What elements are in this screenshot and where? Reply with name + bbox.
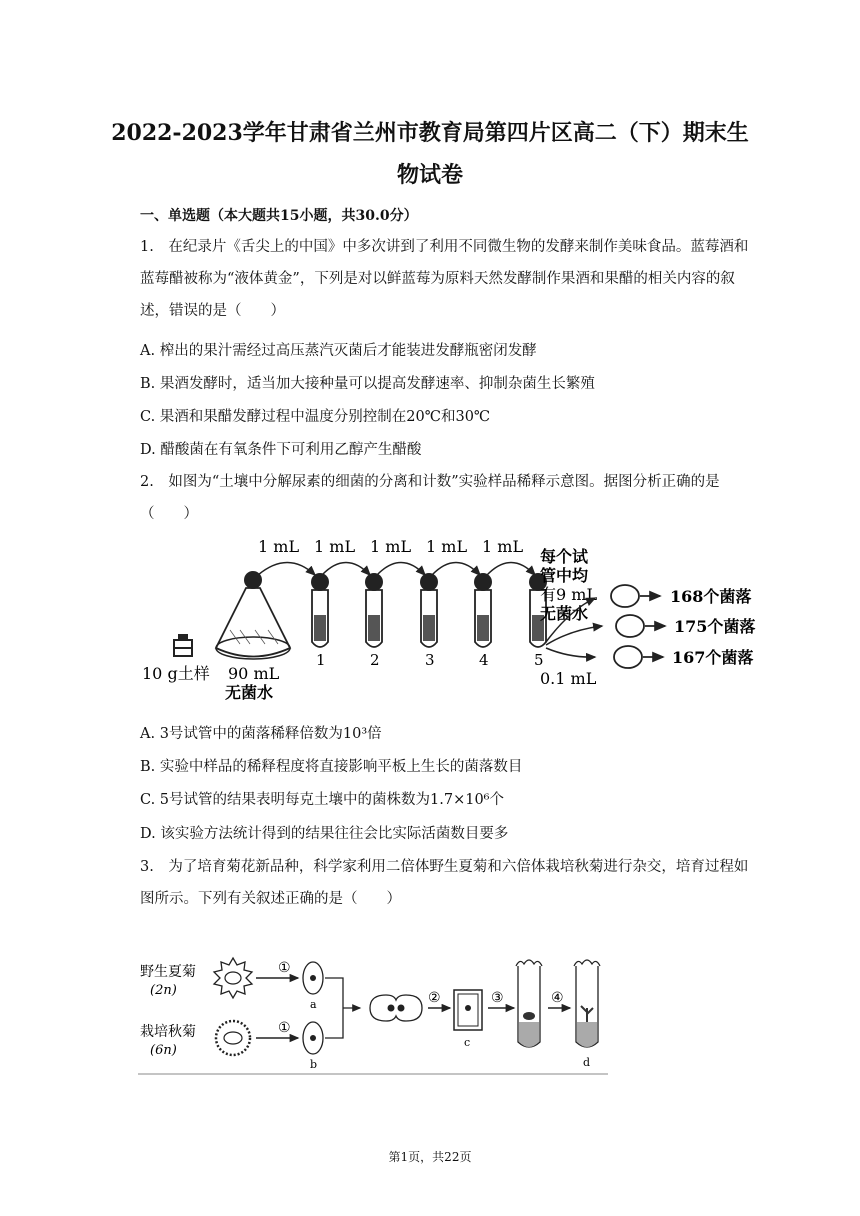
cell-letter: c (464, 1036, 471, 1049)
transfer-label: 1 mL (426, 537, 468, 556)
section-heading: 一、单选题（本大题共15小题，共30.0分） (140, 208, 418, 224)
wild-species-label: 野生夏菊 (140, 964, 196, 980)
question-3-stem: 3. 为了培育菊花新品种，科学家利用二倍体野生夏菊和六倍体栽培秋菊进行杂交，培育过程如图所示。下列有关叙述正确的是（ ） (140, 859, 749, 907)
page-footer: 第1页，共22页 (388, 1150, 472, 1164)
cultivated-flower-icon (216, 1021, 250, 1055)
question-1-stem: 1. 在纪录片《舌尖上的中国》中多次讲到了利用不同微生物的发酵来制作美味食品。蓝莓酒和蓝莓醋被称为“液体黄金”，下列是对以鲜蓝莓为原料天然发酵制作果酒和果醋的相关内容的叙述，错误的是（ ） (140, 239, 749, 319)
step-2-label: ② (428, 990, 441, 1006)
flask-icon (216, 571, 290, 659)
tube-note-line: 无菌水 (540, 604, 589, 623)
soil-sample-icon (174, 634, 192, 656)
wild-flower-icon (214, 958, 252, 998)
colony-count-2: 175个菌落 (674, 617, 756, 636)
soil-label: 10 g土样 (142, 664, 210, 683)
seedling-tube-icon (574, 960, 600, 1047)
question-1-option-d: D. 醋酸菌在有氧条件下可利用乙醇产生醋酸 (140, 442, 422, 458)
flask-volume: 90 mL (228, 664, 280, 683)
question-2-option-a: A. 3号试管中的菌落稀释倍数为10³倍 (140, 726, 382, 742)
step-4-label: ④ (551, 990, 564, 1006)
tube-number: 2 (370, 651, 380, 669)
plate-1 (611, 585, 639, 607)
test-tube-2 (365, 573, 383, 647)
step-1-label: ① (278, 960, 291, 976)
tube-note-line: 管中均 (540, 566, 589, 585)
tube-number: 5 (534, 651, 544, 669)
tube-note-line: 每个试 (540, 547, 589, 566)
step-3-label: ③ (491, 990, 504, 1006)
exam-title-line2: 物试卷 (396, 162, 463, 188)
colony-count-3: 167个菌落 (672, 648, 754, 667)
colony-count-1: 168个菌落 (670, 587, 752, 606)
plate-volume-label: 0.1 mL (540, 669, 597, 688)
tube-number: 3 (425, 651, 435, 669)
question-2-option-c: C. 5号试管的结果表明每克土壤中的菌株数为1.7×10⁶个 (140, 792, 504, 808)
transfer-label: 1 mL (482, 537, 524, 556)
transfer-label: 1 mL (370, 537, 412, 556)
plate-2 (616, 615, 644, 637)
test-tube-3 (420, 573, 438, 647)
tube-number: 1 (316, 651, 326, 669)
breeding-diagram (138, 950, 613, 1078)
test-tube-1 (311, 573, 329, 647)
tube-number: 4 (479, 651, 489, 669)
question-1-option-c: C. 果酒和果醋发酵过程中温度分别控制在20℃和30℃ (140, 409, 491, 425)
plate-3 (614, 646, 642, 668)
wild-ploidy-label: (2n) (150, 983, 177, 998)
cell-letter: b (310, 1058, 318, 1071)
test-tube-4 (474, 573, 492, 647)
cultivated-species-label: 栽培秋菊 (140, 1024, 196, 1040)
culture-tube-icon (516, 960, 542, 1047)
question-1-option-b: B. 果酒发酵时，适当加大接种量可以提高发酵速率、抑制杂菌生长繁殖 (140, 376, 595, 392)
question-2-option-b: B. 实验中样品的稀释程度将直接影响平板上生长的菌落数目 (140, 759, 523, 775)
step-1-label: ① (278, 1020, 291, 1036)
cell-letter: a (310, 998, 317, 1011)
flask-water: 无菌水 (225, 683, 274, 702)
question-2-stem: 2. 如图为“土壤中分解尿素的细菌的分离和计数”实验样品稀释示意图。据图分析正确的是（ ） (140, 474, 720, 522)
dilution-diagram (140, 530, 780, 715)
question-1-option-a: A. 榨出的果汁需经过高压蒸汽灭菌后才能装进发酵瓶密闭发酵 (140, 343, 537, 359)
callus-culture-icon (454, 990, 482, 1030)
transfer-label: 1 mL (314, 537, 356, 556)
cell-letter: d (583, 1056, 591, 1069)
exam-title-line1: 2022-2023学年甘肃省兰州市教育局第四片区高二（下）期末生 (111, 120, 749, 146)
tube-note-line: 有9 mL (540, 585, 598, 604)
question-2-option-d: D. 该实验方法统计得到的结果往往会比实际活菌数目要多 (140, 826, 509, 842)
transfer-label: 1 mL (258, 537, 300, 556)
cultivated-ploidy-label: (6n) (150, 1043, 177, 1058)
fused-cell-icon (370, 995, 422, 1021)
